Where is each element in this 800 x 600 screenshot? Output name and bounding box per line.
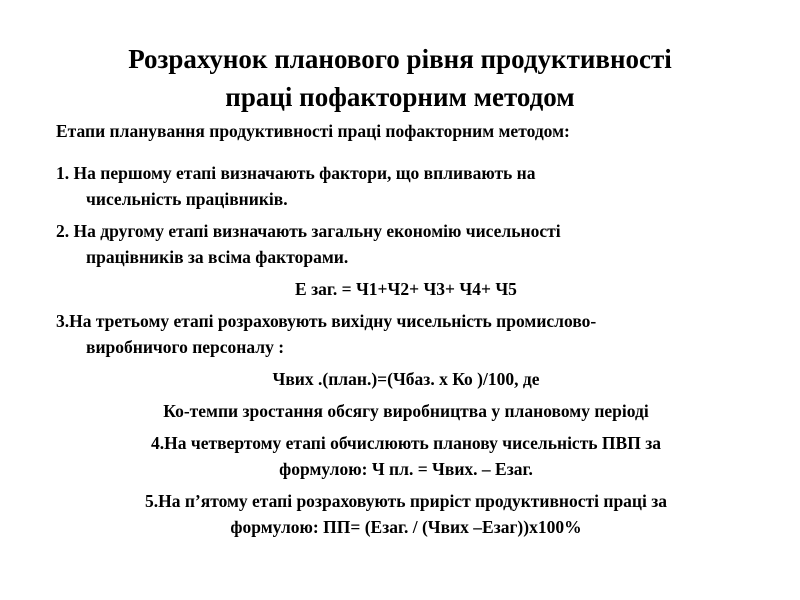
intro-text: Етапи планування продуктивності праці пофакторним методом:: [56, 121, 570, 141]
slide-title: [40, 40, 760, 116]
title-line-2: праці пофакторним методом: [225, 82, 575, 112]
step-1-line-1: 1. На першому етапі визначають фактори, що впливають на: [56, 163, 536, 183]
step-1-line-2: чисельність працівників.: [86, 189, 288, 209]
step-2-line-2: працівників за всіма факторами.: [86, 247, 349, 267]
step-3-line-2: виробничого персоналу :: [86, 337, 285, 357]
step-5-line-2: формулою: ПП= (Езаг. / (Чвих –Езаг))х100%: [230, 517, 582, 537]
step-3-line-1: 3.На третьому етапі розраховують вихідну чисельність промислово-: [56, 311, 597, 331]
formula-total-savings: Е заг. = Ч1+Ч2+ Ч3+ Ч4+ Ч5: [295, 279, 517, 299]
step-5-line-1: 5.На п’ятому етапі розраховують приріст продуктивності праці за: [144, 491, 668, 511]
formula-initial-headcount: Чвих .(план.)=(Чбаз. х Ко )/100, де: [272, 369, 540, 389]
step-4-line-1: 4.На четвертому етапі обчислюють планову чисельність ПВП за: [151, 433, 661, 453]
step-4-line-2: формулою: Ч пл. = Чвих. – Езаг.: [279, 459, 533, 479]
title-line-1: Розрахунок планового рівня продуктивності: [128, 44, 672, 74]
formula-coefficient-note: Ко-темпи зростання обсягу виробництва у плановому періоді: [163, 401, 649, 421]
step-2-line-1: 2. На другому етапі визначають загальну економію чисельності: [56, 221, 561, 241]
slide-body: [56, 118, 756, 540]
